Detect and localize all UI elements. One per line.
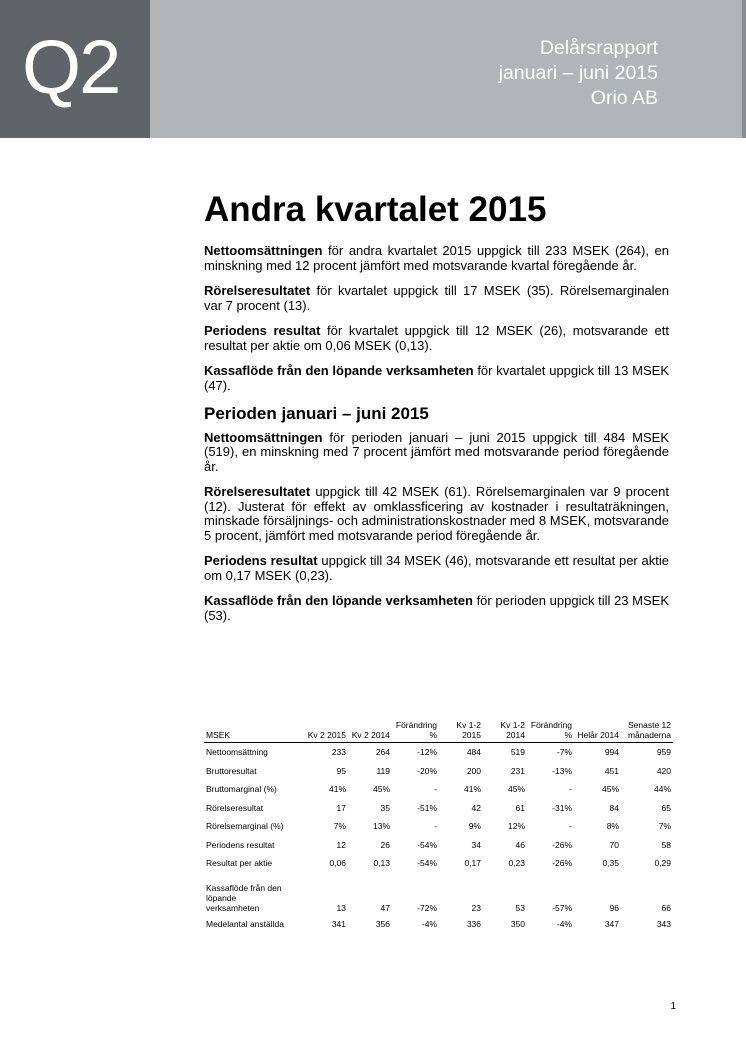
table-cell: 0,35 (602, 858, 619, 869)
quarter-label: Q2 (22, 25, 120, 110)
table-cell: - (569, 784, 572, 795)
quarter-paragraph (204, 324, 669, 353)
table-cell: 35 (380, 802, 390, 813)
table-cell: 45% (507, 784, 525, 795)
row-label: Medelantal anställda (206, 918, 284, 929)
table-row (204, 873, 673, 915)
column-header (527, 720, 574, 743)
quarter-paragraph-bold: Kassaflöde från den löpande verksamheten (204, 363, 474, 379)
quarter-paragraph (204, 284, 669, 313)
column-header-line-2: Helår 2014 (577, 730, 619, 740)
table-cell: -26% (552, 839, 572, 850)
table-cell: 47 (380, 902, 390, 913)
table-cell: 12% (507, 821, 525, 832)
header-edge (742, 0, 746, 138)
table-cell: -72% (417, 902, 437, 913)
table-cell: 66 (661, 902, 671, 913)
table-cell: 8% (606, 821, 619, 832)
row-label (204, 873, 304, 915)
column-header (621, 720, 673, 743)
period-paragraph (204, 431, 669, 475)
quarter-paragraph-bold: Periodens resultat (204, 323, 321, 339)
financial-summary-table (204, 720, 673, 933)
table-cell: -13% (552, 765, 572, 776)
column-header-line-2: % (564, 730, 572, 740)
table-cell: 84 (609, 802, 619, 813)
table-header-row (204, 720, 673, 743)
quarter-paragraph-bold: Rörelseresultatet (204, 283, 311, 299)
table-cell: 13 (336, 902, 346, 913)
table-cell: 45% (372, 784, 390, 795)
period-paragraph-text: uppgick till 34 MSEK (46), motsvarande ett resultat per aktie om 0,17 MSEK (0,23). (204, 553, 670, 583)
table-cell: 96 (609, 902, 619, 913)
row-label: Rörelseresultat (206, 802, 264, 813)
period-paragraph-text: för perioden uppgick till 23 MSEK (53). (204, 593, 669, 623)
table-cell: 65 (661, 802, 671, 813)
table-row (204, 780, 673, 799)
page-title: Andra kvartalet 2015 (204, 190, 547, 229)
table-cell: 200 (466, 765, 481, 776)
table-cell: -31% (552, 802, 572, 813)
page-number: 1 (670, 1001, 676, 1012)
row-label: Rörelsemarginal (%) (206, 821, 284, 832)
column-header-line-2: 2015 (462, 730, 481, 740)
column-header (348, 720, 392, 743)
column-header (483, 720, 527, 743)
table-cell: -51% (417, 802, 437, 813)
period-paragraph-bold: Nettoomsättningen (204, 429, 323, 445)
table-cell: 26 (380, 839, 390, 850)
row-label-line: verksamheten (206, 902, 260, 913)
row-label: Bruttomarginal (%) (206, 784, 277, 795)
table-cell: 17 (336, 802, 346, 813)
table-cell: 0,23 (508, 858, 525, 869)
table-cell: 41% (328, 784, 346, 795)
table-cell: -54% (417, 858, 437, 869)
table-cell: -57% (552, 902, 572, 913)
table-cell: 336 (466, 918, 481, 929)
quarter-paragraph-text: för kvartalet uppgick till 13 MSEK (47). (204, 363, 669, 393)
table-cell: -4% (556, 918, 572, 929)
table-cell: 347 (604, 918, 619, 929)
table-cell: -54% (417, 839, 437, 850)
table-cell: 12 (336, 839, 346, 850)
table-cell: 0,17 (464, 858, 481, 869)
report-title-line-1: Delårsrapport (539, 37, 658, 59)
column-header-line-1: Senaste 12 (627, 720, 671, 730)
table-row (204, 915, 673, 934)
row-label-line: Kassaflöde från den (206, 882, 282, 893)
table-cell: 484 (466, 747, 481, 758)
row-label: Resultat per aktie (206, 858, 273, 869)
main-content (204, 190, 669, 634)
table-cell: 341 (331, 918, 346, 929)
table-cell: 0,29 (654, 858, 671, 869)
table-cell: 41% (463, 784, 481, 795)
column-header-line-2: % (429, 730, 437, 740)
table-cell: -26% (552, 858, 572, 869)
table-row (204, 762, 673, 781)
table-cell: - (434, 821, 437, 832)
period-heading: Perioden januari – juni 2015 (204, 404, 429, 424)
quarter-paragraph-text: för kvartalet uppgick till 12 MSEK (26), motsvarande ett resultat per aktie om 0,06 MSEK (0,13). (204, 323, 669, 353)
row-label: Bruttoresultat (206, 765, 257, 776)
report-title (499, 36, 658, 111)
table-cell: -20% (417, 765, 437, 776)
period-paragraph-text: för perioden januari – juni 2015 uppgick till 484 MSEK (519), en minskning med 7 procent jämfört med motsvarande period föregående år. (204, 429, 669, 474)
table-cell: 0,13 (373, 858, 390, 869)
row-label: Nettoomsättning (206, 747, 268, 758)
table-cell: 119 (376, 765, 390, 776)
table-cell: - (569, 821, 572, 832)
table-cell: 58 (661, 839, 671, 850)
quarter-paragraph (204, 244, 669, 273)
table-cell: 9% (468, 821, 481, 832)
table-cell: -12% (417, 747, 437, 758)
table-cell: 45% (601, 784, 619, 795)
table-body (204, 743, 673, 934)
table-cell: 46 (515, 839, 525, 850)
column-header-line-2: månaderna (627, 730, 671, 740)
table-cell: 53 (515, 902, 525, 913)
column-header-line-2: 2014 (506, 730, 525, 740)
column-header (574, 720, 621, 743)
table-row (204, 854, 673, 873)
table-cell: 34 (471, 839, 481, 850)
table-cell: 519 (510, 747, 525, 758)
table-cell: 231 (510, 765, 525, 776)
table-cell: 13% (372, 821, 390, 832)
table-cell: 42 (471, 802, 481, 813)
table-row (204, 743, 673, 762)
table-cell: 44% (653, 784, 671, 795)
period-paragraph-bold: Periodens resultat (204, 553, 318, 569)
column-header-line-1: Kv 1-2 (500, 720, 525, 730)
table-cell: 994 (604, 747, 619, 758)
table-row (204, 799, 673, 818)
table-cell: -7% (556, 747, 572, 758)
table-cell: 264 (375, 747, 390, 758)
report-title-line-3: Orio AB (590, 87, 658, 109)
row-label: Periodens resultat (206, 839, 275, 850)
period-paragraph (204, 594, 669, 623)
table-cell: 233 (331, 747, 346, 758)
table-cell: -4% (421, 918, 437, 929)
table-cell: 70 (609, 839, 619, 850)
period-paragraph (204, 554, 669, 583)
period-paragraph-text: uppgick till 42 MSEK (61). Rörelsemarginalen var 9 procent (12). Justerat för effekt av omklassficering av kostnader i resultaträkningen, minskade försäljnings- och administrationskostnader med 8 MSEK, motsvarande 5 procent, jämfört med motsvarande period föregående år. (204, 484, 669, 543)
table-cell: 7% (333, 821, 346, 832)
column-header (304, 720, 348, 743)
table-cell: 343 (656, 918, 671, 929)
column-header-line-2: Kv 2 2014 (351, 730, 390, 740)
table-header (204, 720, 673, 743)
table-cell: - (434, 784, 437, 795)
table-cell: 420 (656, 765, 671, 776)
table-cell: 7% (658, 821, 671, 832)
period-paragraph-bold: Kassaflöde från den löpande verksamheten (204, 593, 473, 609)
table-cell: 0,06 (329, 858, 346, 869)
row-label-line: löpande (206, 892, 237, 903)
quarter-paragraph (204, 364, 669, 393)
table-cell: 451 (604, 765, 619, 776)
column-header (392, 720, 439, 743)
quarter-paragraph-text: för kvartalet uppgick till 17 MSEK (35). Rörelsemarginalen var 7 procent (13). (204, 283, 669, 313)
table-cell: 61 (515, 802, 525, 813)
column-header-line-1: Förändring (395, 720, 437, 730)
column-header (204, 720, 304, 743)
table-cell: 959 (656, 747, 671, 758)
period-paragraph-bold: Rörelseresultatet (204, 484, 311, 500)
table-row (204, 836, 673, 855)
table-row (204, 817, 673, 836)
column-header-line-2: MSEK (206, 730, 231, 740)
column-header (439, 720, 483, 743)
table-cell: 95 (336, 765, 346, 776)
quarter-paragraph-text: för andra kvartalet 2015 uppgick till 233 MSEK (264), en minskning med 12 procent jämfört med motsvarande kvartal föregående år. (204, 243, 669, 273)
quarter-paragraph-bold: Nettoomsättningen (204, 243, 323, 259)
table-cell: 23 (471, 902, 481, 913)
period-paragraph (204, 485, 669, 543)
table-cell: 350 (510, 918, 525, 929)
report-title-line-2: januari – juni 2015 (498, 62, 658, 84)
column-header-line-2: Kv 2 2015 (307, 730, 346, 740)
column-header-line-1: Kv 1-2 (456, 720, 481, 730)
column-header-line-1: Förändring (530, 720, 572, 730)
table-cell: 356 (375, 918, 390, 929)
